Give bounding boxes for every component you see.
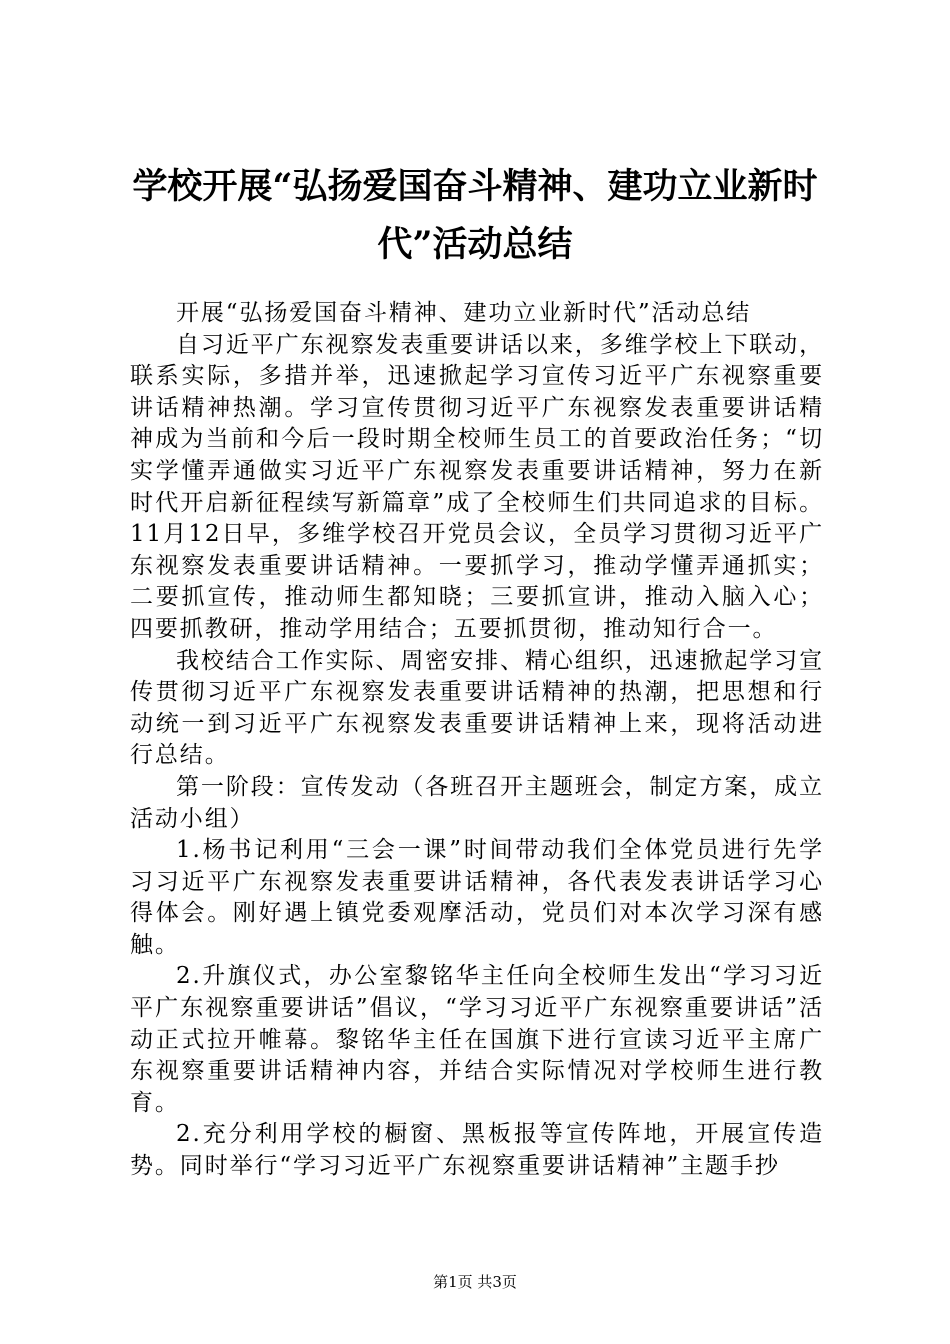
paragraph: 2.升旗仪式，办公室黎铭华主任向全校师生发出“学习习近平广东视察重要讲话”倡议，“学习习近平广东视察重要讲话”活动正式拉开帷幕。黎铭华主任在国旗下进行宣读习近平主席广东视察重要讲话精神内容，并结合实际情况对学校师生进行教育。 xyxy=(130,963,824,1116)
page-footer: 第1页 共3页 xyxy=(433,1273,517,1291)
document-title: 学校开展“弘扬爱国奋斗精神、建功立业新时代”活动总结 xyxy=(132,166,818,265)
paragraph-subtitle: 开展“弘扬爱国奋斗精神、建功立业新时代”活动总结 xyxy=(176,300,752,326)
document-body xyxy=(130,298,824,1183)
paragraph: 2.充分利用学校的橱窗、黑板报等宣传阵地，开展宣传造势。同时举行“学习习近平广东视察重要讲话精神”主题手抄 xyxy=(130,1121,824,1180)
paragraph: 1.杨书记利用“三会一课”时间带动我们全体党员进行先学习习近平广东视察发表重要讲话精神，各代表发表讲话学习心得体会。刚好遇上镇党委观摩活动，党员们对本次学习深有感触。 xyxy=(130,837,824,958)
paragraph-stage-heading: 第一阶段：宣传发动（各班召开主题班会，制定方案，成立活动小组） xyxy=(130,773,824,832)
paragraph: 自习近平广东视察发表重要讲话以来，多维学校上下联动，联系实际，多措并举，迅速掀起学习宣传习近平广东视察重要讲话精神热潮。学习宣传贯彻习近平广东视察发表重要讲话精神成为当前和今后一段时期全校师生员工的首要政治任务；“切实学懂弄通做实习近平广东视察发表重要讲话精神，努力在新时代开启新征程续写新篇章”成了全校师生们共同追求的目标。11月12日早，多维学校召开党员会议，全员学习贯彻习近平广东视察发表重要讲话精神。一要抓学习，推动学懂弄通抓实；二要抓宣传，推动师生都知晓；三要抓宣讲，推动入脑入心；四要抓教研，推动学用结合；五要抓贯彻，推动知行合一。 xyxy=(130,331,824,642)
paragraph: 我校结合工作实际、周密安排、精心组织，迅速掀起学习宣传贯彻习近平广东视察发表重要讲话精神的热潮，把思想和行动统一到习近平广东视察发表重要讲话精神上来，现将活动进行总结。 xyxy=(130,647,824,769)
